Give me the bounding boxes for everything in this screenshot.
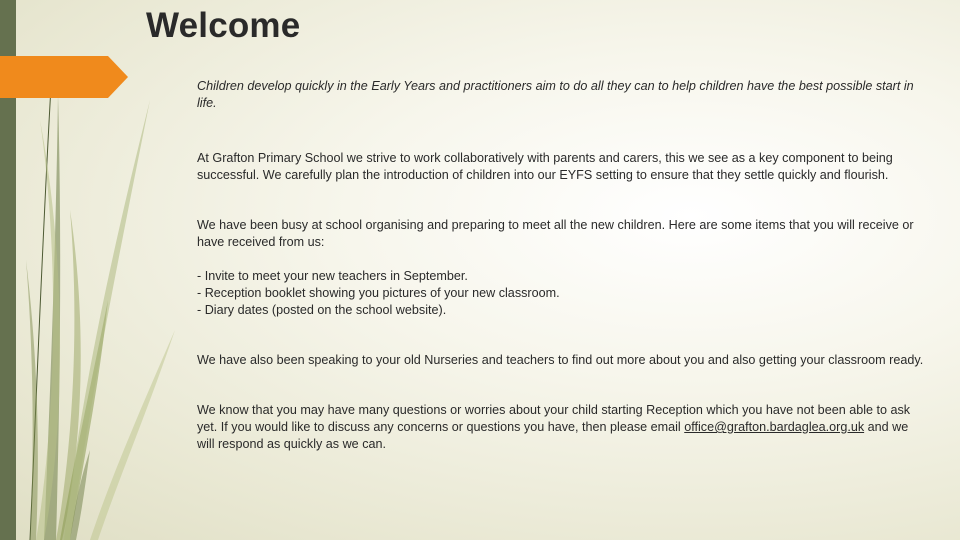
list-item: - Reception booklet showing you pictures of your new classroom. <box>197 286 560 300</box>
partnership-paragraph: At Grafton Primary School we strive to work collaboratively with parents and carers, this we see as a key component to being successful. We carefully plan the introduction of children into our EYFS setting to ensure that they settle quickly and flourish. <box>197 151 893 182</box>
slide-content <box>197 78 925 453</box>
contact-paragraph <box>197 402 925 453</box>
slide-title: Welcome <box>146 6 301 45</box>
email-link[interactable]: office@grafton.bardaglea.org.uk <box>684 420 865 434</box>
items-list <box>197 268 925 319</box>
list-item: - Invite to meet your new teachers in September. <box>197 269 468 283</box>
list-item: - Diary dates (posted on the school website). <box>197 303 447 317</box>
orange-arrow-tab <box>0 56 130 98</box>
contact-text-after: and we will respond as quickly as we can. <box>197 420 909 451</box>
nurseries-paragraph: We have also been speaking to your old Nurseries and teachers to find out more about you and also getting your classroom ready. <box>197 353 924 367</box>
contact-text-before: We know that you may have many questions or worries about your child starting Reception which you have not been able to ask yet. If you would like to discuss any concerns or questions you have, then please email <box>197 403 911 434</box>
intro-paragraph: Children develop quickly in the Early Years and practitioners aim to do all they can to help children have the best possible start in life. <box>197 79 914 110</box>
preparing-paragraph: We have been busy at school organising and preparing to meet all the new children. Here are some items that you will receive or have received from us: <box>197 218 914 249</box>
